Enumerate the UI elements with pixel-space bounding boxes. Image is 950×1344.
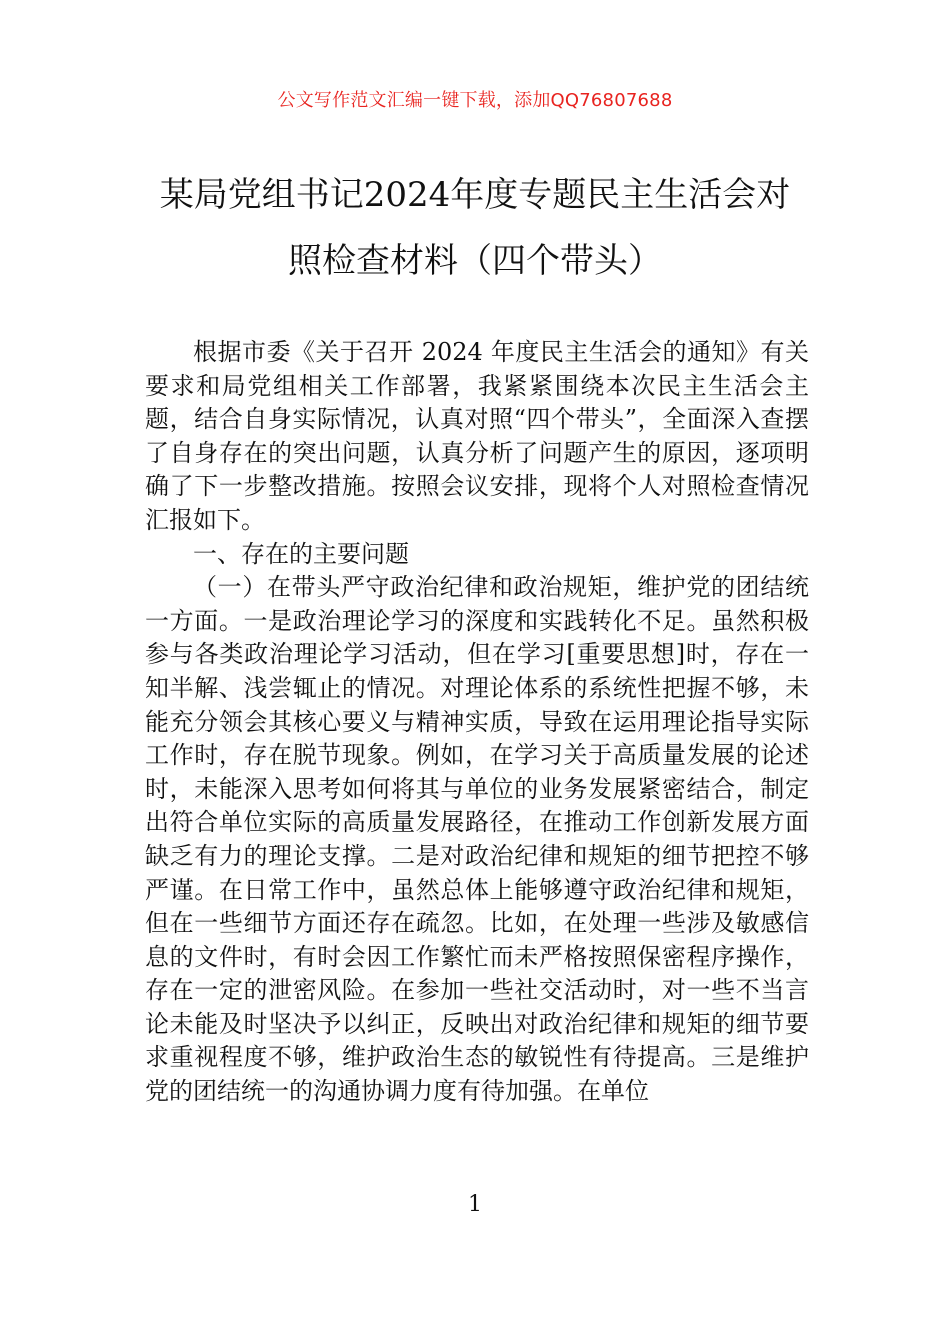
title-line-1: 某局党组书记2024年度专题民主生活会对 (159, 175, 791, 215)
title-line-2: 照检查材料（四个带头） (288, 241, 662, 281)
intro-paragraph: 根据市委《关于召开 2024 年度民主生活会的通知》有关要求和局党组相关工作部署，我紧紧围绕本次民主生活会主题，结合自身实际情况，认真对照“四个带头”，全面深入查摆了自身存在的突出问题，认真分析了问题产生的原因，逐项明确了下一步整改措施。按照会议安排，现将个人对照检查情况汇报如下。 (145, 338, 809, 534)
promo-note: 公文写作范文汇编一键下载，添加QQ76807688 (277, 90, 673, 111)
page-number: 1 (468, 1192, 482, 1217)
document-body (145, 336, 809, 1109)
body-paragraph: （一）在带头严守政治纪律和政治规矩，维护党的团结统一方面。一是政治理论学习的深度和实践转化不足。虽然积极参与各类政治理论学习活动，但在学习[重要思想]时，存在一知半解、浅尝辄止的情况。对理论体系的系统性把握不够，未能充分领会其核心要义与精神实质，导致在运用理论指导实际工作时，存在脱节现象。例如，在学习关于高质量发展的论述时，未能深入思考如何将其与单位的业务发展紧密结合，制定出符合单位实际的高质量发展路径，在推动工作创新发展方面缺乏有力的理论支撑。二是对政治纪律和规矩的细节把控不够严谨。在日常工作中，虽然总体上能够遵守政治纪律和规矩，但在一些细节方面还存在疏忽。比如，在处理一些涉及敏感信息的文件时，有时会因工作繁忙而未严格按照保密程序操作，存在一定的泄密风险。在参加一些社交活动时，对一些不当言论未能及时坚决予以纠正，反映出对政治纪律和规矩的细节要求重视程度不够，维护政治生态的敏锐性有待提高。三是维护党的团结统一的沟通协调力度有待加强。在单位 (145, 573, 809, 1106)
section-heading: 一、存在的主要问题 (193, 539, 409, 568)
document-title (120, 162, 830, 294)
